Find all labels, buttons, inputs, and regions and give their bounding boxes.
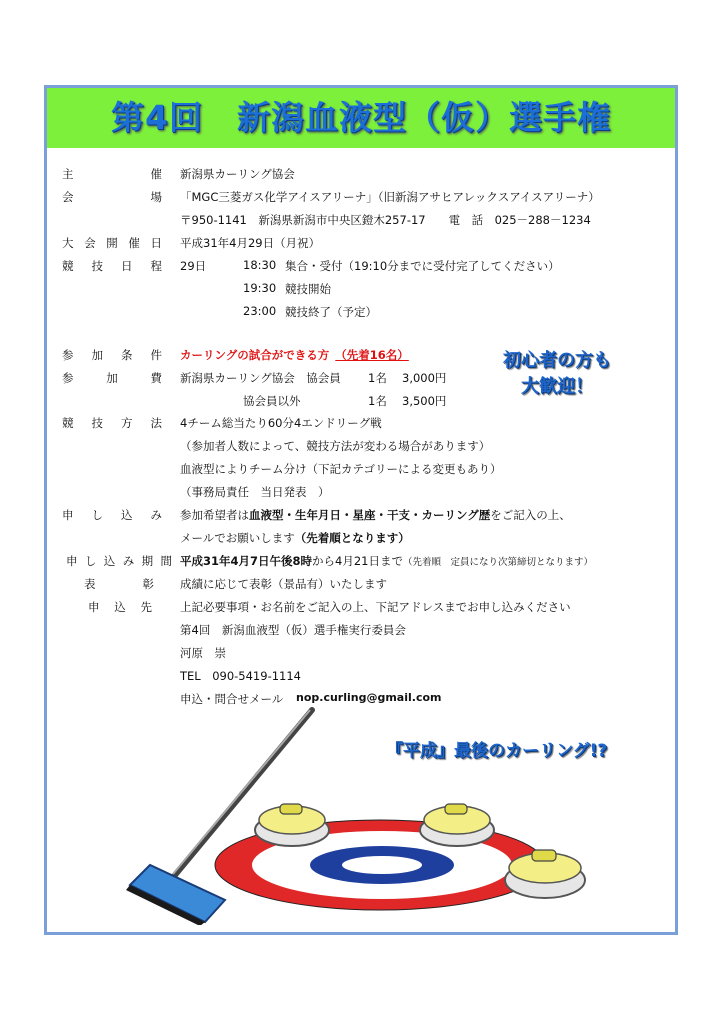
method-line: 4チーム総当たり60分4エンドリーグ戦 <box>180 416 382 430</box>
period-bold: 平成31年4月7日午後8時 <box>180 554 313 568</box>
conditions-text: カーリングの試合ができる方 <box>180 348 330 362</box>
welcome-line1: 初心者の方も <box>503 350 611 371</box>
period-label: 申し込み期間 <box>66 554 172 568</box>
organizer-value: 新潟県カーリング協会 <box>180 167 295 181</box>
apply-label: 申し込み <box>62 508 162 522</box>
curling-illustration <box>120 700 640 925</box>
apply-line1-bold: 血液型・生年月日・星座・干支・カーリング歴 <box>249 508 491 522</box>
contact-line: 第4回 新潟血液型（仮）選手権実行委員会 <box>180 623 406 637</box>
apply-line1 <box>180 507 571 523</box>
tagline: 『平成』最後のカーリング!? <box>386 741 608 761</box>
apply-line1-pre: 参加希望者は <box>180 508 249 522</box>
curling-stone-icon <box>255 804 329 846</box>
period-value <box>180 553 593 569</box>
method-line: 血液型によりチーム分け（下記カテゴリーによる変更もあり） <box>180 462 502 476</box>
contact-line: 河原 崇 <box>180 646 226 660</box>
curling-stone-icon <box>420 804 494 846</box>
conditions-value <box>180 347 409 363</box>
organizer-label: 主催 <box>62 167 162 181</box>
schedule-time: 23:00 <box>243 304 277 318</box>
fee-member-who: 新潟県カーリング協会 協会員 <box>180 371 341 385</box>
schedule-text: 集合・受付（19:10分までに受付完了してください） <box>285 259 560 273</box>
method-line: （事務局責任 当日発表 ） <box>180 485 330 499</box>
fee-nonmember-who: 協会員以外 <box>243 394 301 408</box>
apply-line1-post: をご記入の上、 <box>490 508 571 522</box>
date-label: 大会開催日 <box>62 236 162 250</box>
contact-line: 上記必要事項・お名前をご記入の上、下記アドレスまでお申し込みください <box>180 600 571 614</box>
welcome-line2: 大歓迎！ <box>521 376 593 397</box>
contact-email-label: 申込・問合せメール <box>180 692 284 706</box>
venue-label: 会場 <box>62 190 162 204</box>
period-rest: から4月21日まで <box>312 554 403 568</box>
schedule-day: 29日 <box>180 259 207 273</box>
venue-line1: 「MGC三菱ガス化学アイスアリーナ」（旧新潟アサヒアレックスアイスアリーナ） <box>180 190 600 204</box>
schedule-time: 18:30 <box>243 258 277 272</box>
apply-line2-pre: メールでお願いします <box>180 531 295 545</box>
method-label: 競技方法 <box>62 416 162 430</box>
page-title: 第4回 新潟血液型（仮）選手権 <box>111 98 611 137</box>
contact-line: TEL 090-5419-1114 <box>180 669 301 683</box>
conditions-label: 参加条件 <box>62 348 162 362</box>
method-line: （参加者人数によって、競技方法が変わる場合があります） <box>180 439 491 453</box>
fee-nonmember-price: 3,500円 <box>402 394 447 408</box>
fee-member-price: 3,000円 <box>402 371 447 385</box>
fee-nonmember-count: 1名 <box>368 394 387 408</box>
schedule-label: 競技日程 <box>62 259 162 273</box>
date-value: 平成31年4月29日（月祝） <box>180 236 321 250</box>
award-label: 表彰 <box>84 577 154 591</box>
contact-email[interactable]: nop.curling@gmail.com <box>296 691 442 704</box>
fee-label: 参加費 <box>62 371 162 385</box>
schedule-text: 競技開始 <box>285 282 331 296</box>
conditions-note: （先着16名） <box>335 348 409 362</box>
period-note: （先着順 定員になり次第締切となります） <box>402 557 593 568</box>
fee-member-count: 1名 <box>368 371 387 385</box>
contact-label: 申込先 <box>88 600 152 614</box>
schedule-text: 競技終了（予定） <box>285 305 377 319</box>
award-value: 成績に応じて表彰（景品有）いたします <box>180 577 387 591</box>
schedule-time: 19:30 <box>243 281 277 295</box>
apply-line2 <box>180 530 410 546</box>
apply-line2-bold: （先着順となります） <box>294 531 410 545</box>
venue-line2: 〒950-1141 新潟県新潟市中央区鐙木257-17 電 話 025－288－1234 <box>180 213 591 227</box>
